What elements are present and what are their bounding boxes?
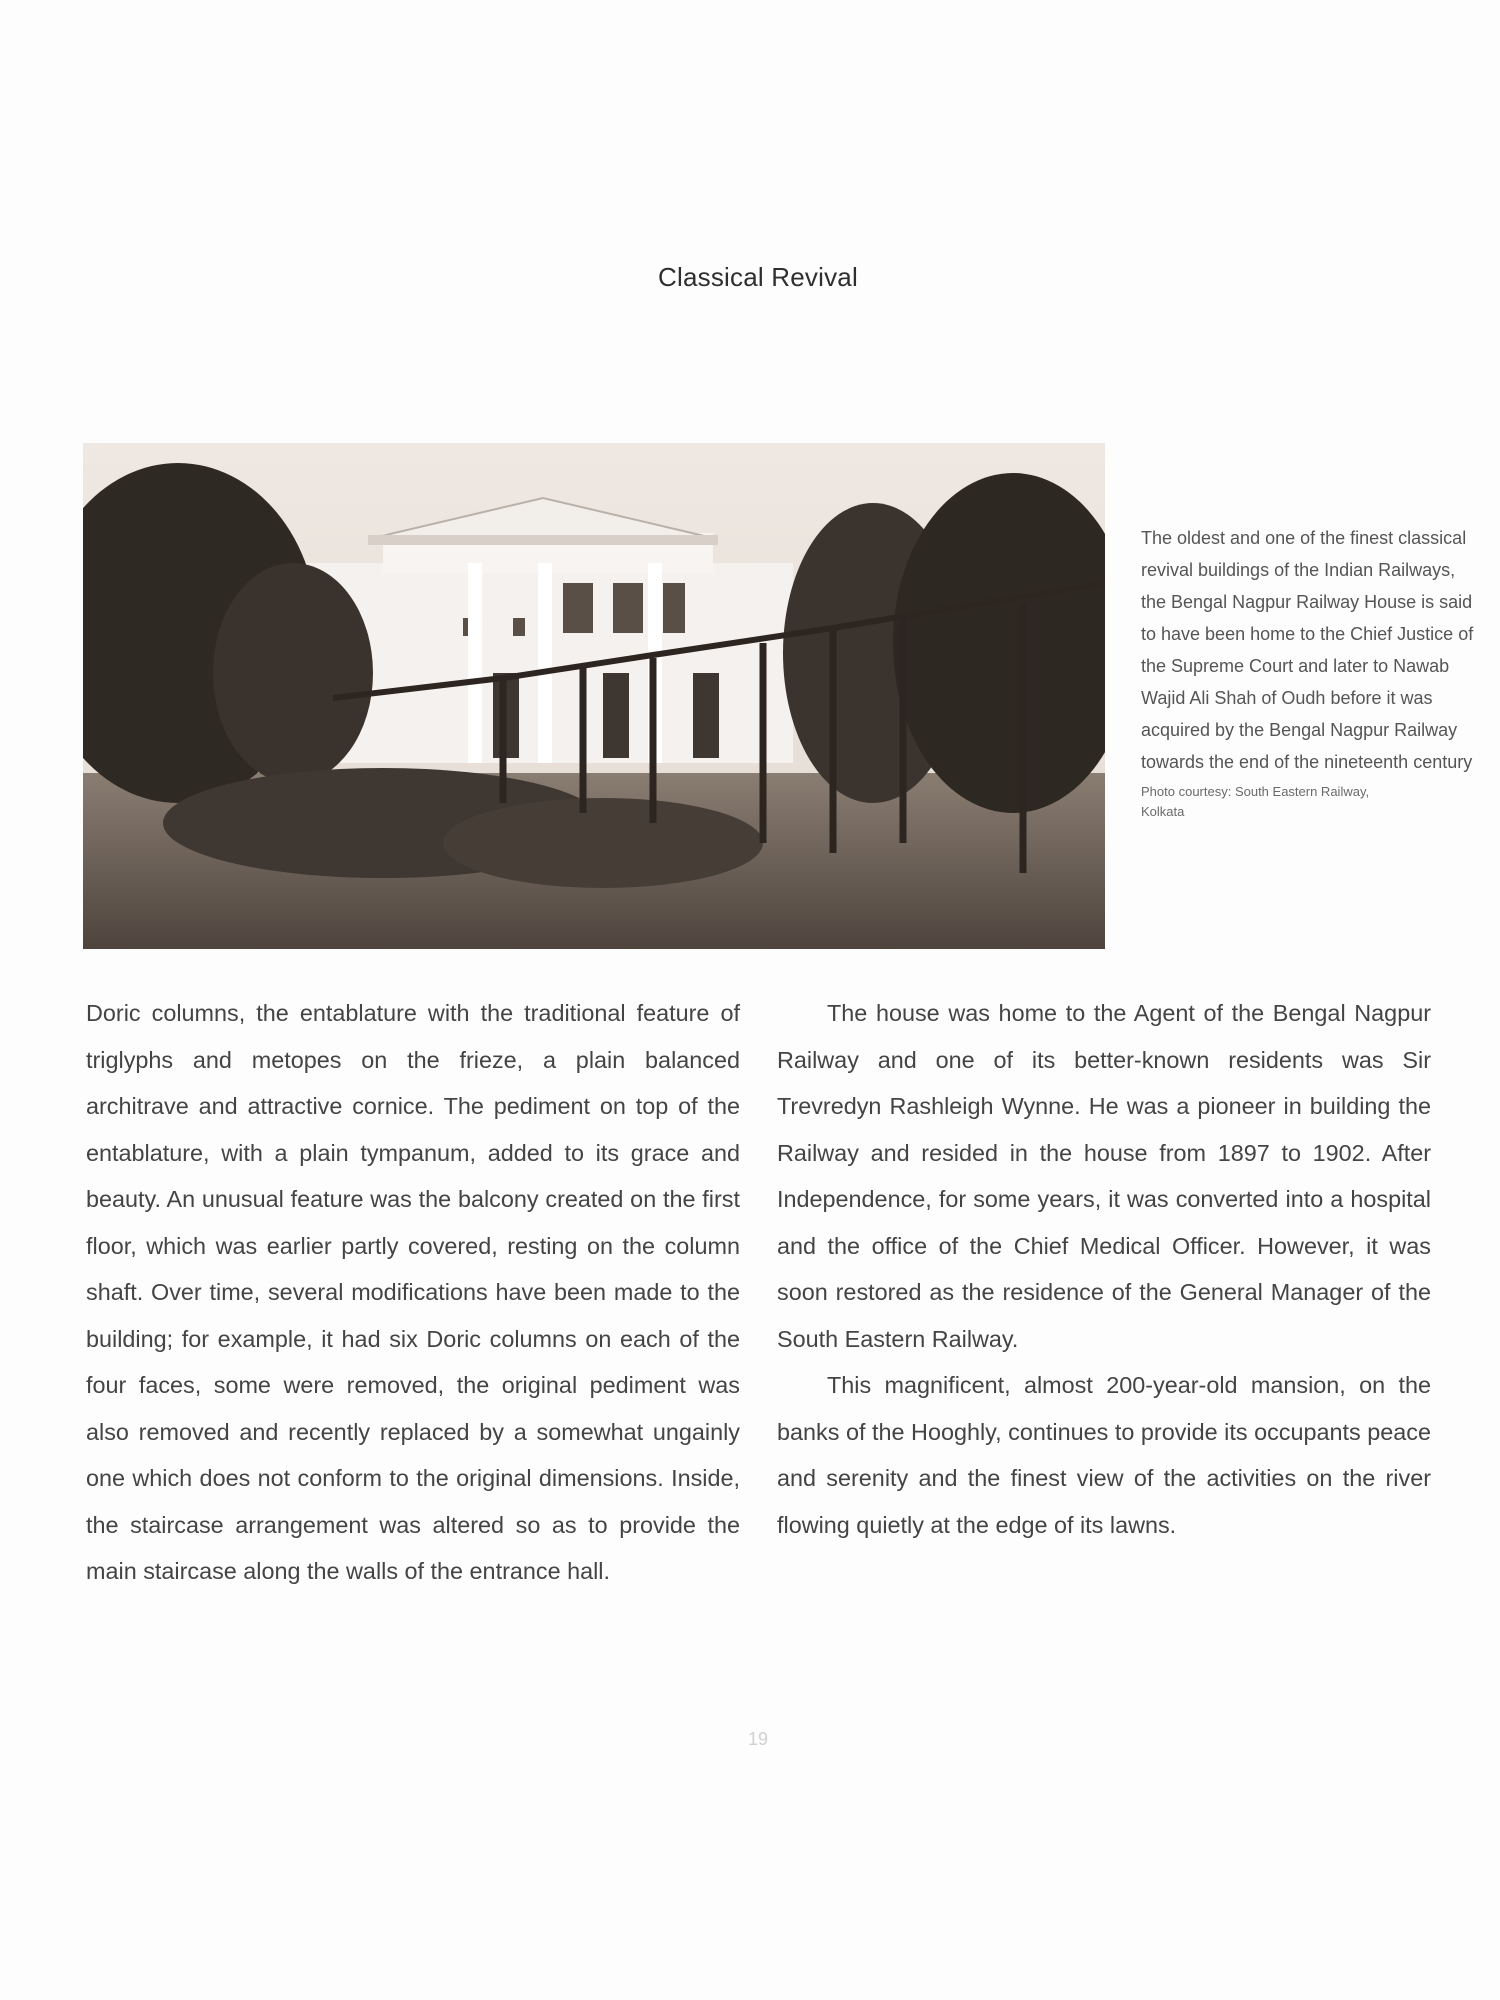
page-title: Classical Revival (658, 262, 858, 292)
right-column (777, 990, 1431, 1548)
figure-caption (1141, 522, 1481, 822)
photo-credit: Photo courtesy: South Eastern Railway, Kolkata (1141, 784, 1370, 819)
caption-text: The oldest and one of the finest classical revival buildings of the Indian Railways, the Bengal Nagpur Railway House is said to have been home to the Chief Justice of the Supreme Court and later to Nawab Wajid Ali Shah of Oudh before it was acquired by the Bengal Nagpur Railway towards the end of the nineteenth century (1141, 528, 1474, 772)
left-column (86, 990, 740, 1595)
left-paragraph: Doric columns, the entablature with the traditional feature of triglyphs and metopes on the frieze, a plain balanced architrave and attractive cornice. The pediment on top of the entablature, with a plain tympanum, added to its grace and beauty. An unusual feature was the balcony created on the first floor, which was earlier partly covered, resting on the column shaft. Over time, several modifications have been made to the building; for example, it had six Doric columns on each of the four faces, some were removed, the original pediment was also removed and recently replaced by a somewhat ungainly one which does not conform to the original dimensions. Inside, the staircase arrangement was altered so as to provide the main staircase along the walls of the entrance hall. (86, 1000, 740, 1584)
building-photo (83, 443, 1105, 949)
photo-icon (83, 443, 1105, 949)
right-paragraph-2: This magnificent, almost 200-year-old mansion, on the banks of the Hooghly, continues to provide its occupants peace and serenity and the finest view of the activities on the river flowing quietly at the edge of its lawns. (777, 1372, 1431, 1538)
page-number: 19 (747, 1729, 769, 1749)
right-paragraph-1: The house was home to the Agent of the Bengal Nagpur Railway and one of its better-known residents was Sir Trevredyn Rashleigh Wynne. He was a pioneer in building the Railway and resided in the house from 1897 to 1902. After Independence, for some years, it was converted into a hospital and the office of the Chief Medical Officer. However, it was soon restored as the residence of the General Manager of the South Eastern Railway. (777, 1000, 1431, 1352)
